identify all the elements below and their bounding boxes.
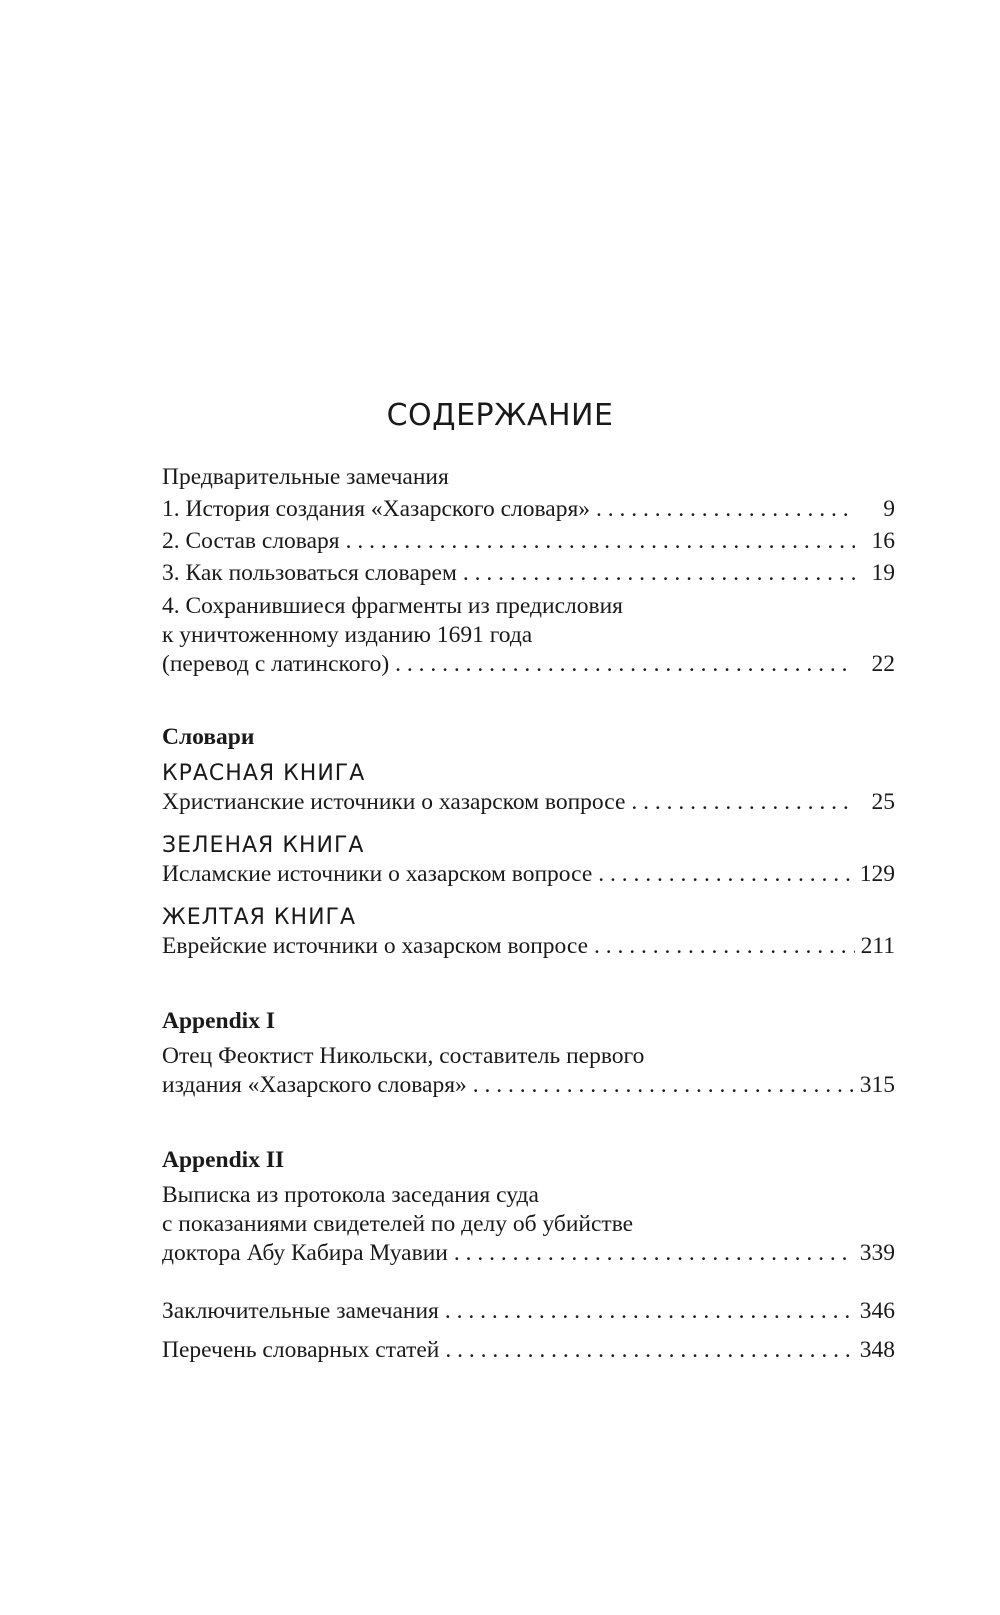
toc-entry-text: Христианские источники о хазарском вопросе (162, 789, 626, 815)
toc-entry-page: 9 (883, 496, 895, 522)
toc-entry-text: Исламские источники о хазарском вопросе (162, 861, 593, 887)
toc-entry-page: 315 (859, 1072, 895, 1098)
toc-entry[interactable] (162, 1296, 895, 1326)
toc-entry-page: 22 (871, 651, 895, 677)
toc-entry-page: 348 (859, 1337, 895, 1363)
dot-leader (631, 787, 855, 817)
toc-entry-text-line: Отец Феоктист Никольски, составитель первого (162, 1043, 645, 1069)
toc-entry[interactable] (162, 1238, 895, 1268)
toc-entry[interactable] (162, 494, 895, 524)
toc-entry-page: 211 (860, 933, 895, 959)
toc-entry-page: 346 (859, 1298, 895, 1324)
toc-entry-text: Еврейские источники о хазарском вопросе (162, 933, 589, 959)
book-title-green: ЗЕЛЕНАЯ КНИГА (162, 833, 365, 858)
toc-entry[interactable] (162, 526, 895, 556)
dot-leader (598, 859, 853, 889)
toc-entry-page: 339 (859, 1240, 895, 1266)
toc-entry-text: Заключительные замечания (162, 1298, 439, 1324)
toc-entry-text: издания «Хазарского словаря» (162, 1072, 467, 1098)
toc-entry-text: Перечень словарных статей (162, 1337, 440, 1363)
book-title-yellow: ЖЕЛТАЯ КНИГА (162, 905, 356, 930)
toc-entry[interactable] (162, 787, 895, 817)
toc-entry[interactable] (162, 931, 895, 961)
toc-entry-text-line: Выписка из протокола заседания суда (162, 1182, 539, 1208)
dot-leader (346, 526, 855, 556)
toc-entry-page: 129 (859, 861, 895, 887)
preface-heading: Предварительные замечания (162, 464, 449, 490)
toc-entry-text: 2. Состав словаря (162, 528, 340, 554)
toc-entry-text: (перевод с латинского) (162, 651, 390, 677)
dot-leader (463, 558, 855, 588)
toc-entry-page: 16 (871, 528, 895, 554)
dot-leader (445, 1335, 853, 1365)
toc-entry-page: 19 (871, 560, 895, 586)
dot-leader (445, 1296, 854, 1326)
toc-entry[interactable] (162, 558, 895, 588)
toc-entry[interactable] (162, 1070, 895, 1100)
dot-leader (594, 931, 855, 961)
toc-entry-text-line: 4. Сохранившиеся фрагменты из предисловия (162, 593, 623, 619)
toc-entry-text-line: к уничтоженному изданию 1691 года (162, 622, 533, 648)
section-heading-dictionaries: Словари (162, 724, 255, 750)
toc-entry[interactable] (162, 1335, 895, 1365)
toc-entry-text: 3. Как пользоваться словарем (162, 560, 457, 586)
toc-entry-page: 25 (871, 789, 895, 815)
toc-entry-text: 1. История создания «Хазарского словаря» (162, 496, 591, 522)
toc-entry-text-line: с показаниями свидетелей по делу об убийстве (162, 1211, 634, 1237)
dot-leader (395, 649, 855, 679)
dot-leader (454, 1238, 854, 1268)
page-title: СОДЕРЖАНИЕ (386, 398, 614, 433)
toc-entry[interactable] (162, 859, 895, 889)
section-heading-appendix-2: Appendix II (162, 1147, 285, 1173)
section-heading-appendix-1: Appendix I (162, 1008, 275, 1034)
dot-leader (473, 1070, 854, 1100)
book-title-red: КРАСНАЯ КНИГА (162, 761, 366, 786)
dot-leader (596, 494, 855, 524)
toc-entry[interactable] (162, 649, 895, 679)
toc-entry-text: доктора Абу Кабира Муавии (162, 1240, 448, 1266)
